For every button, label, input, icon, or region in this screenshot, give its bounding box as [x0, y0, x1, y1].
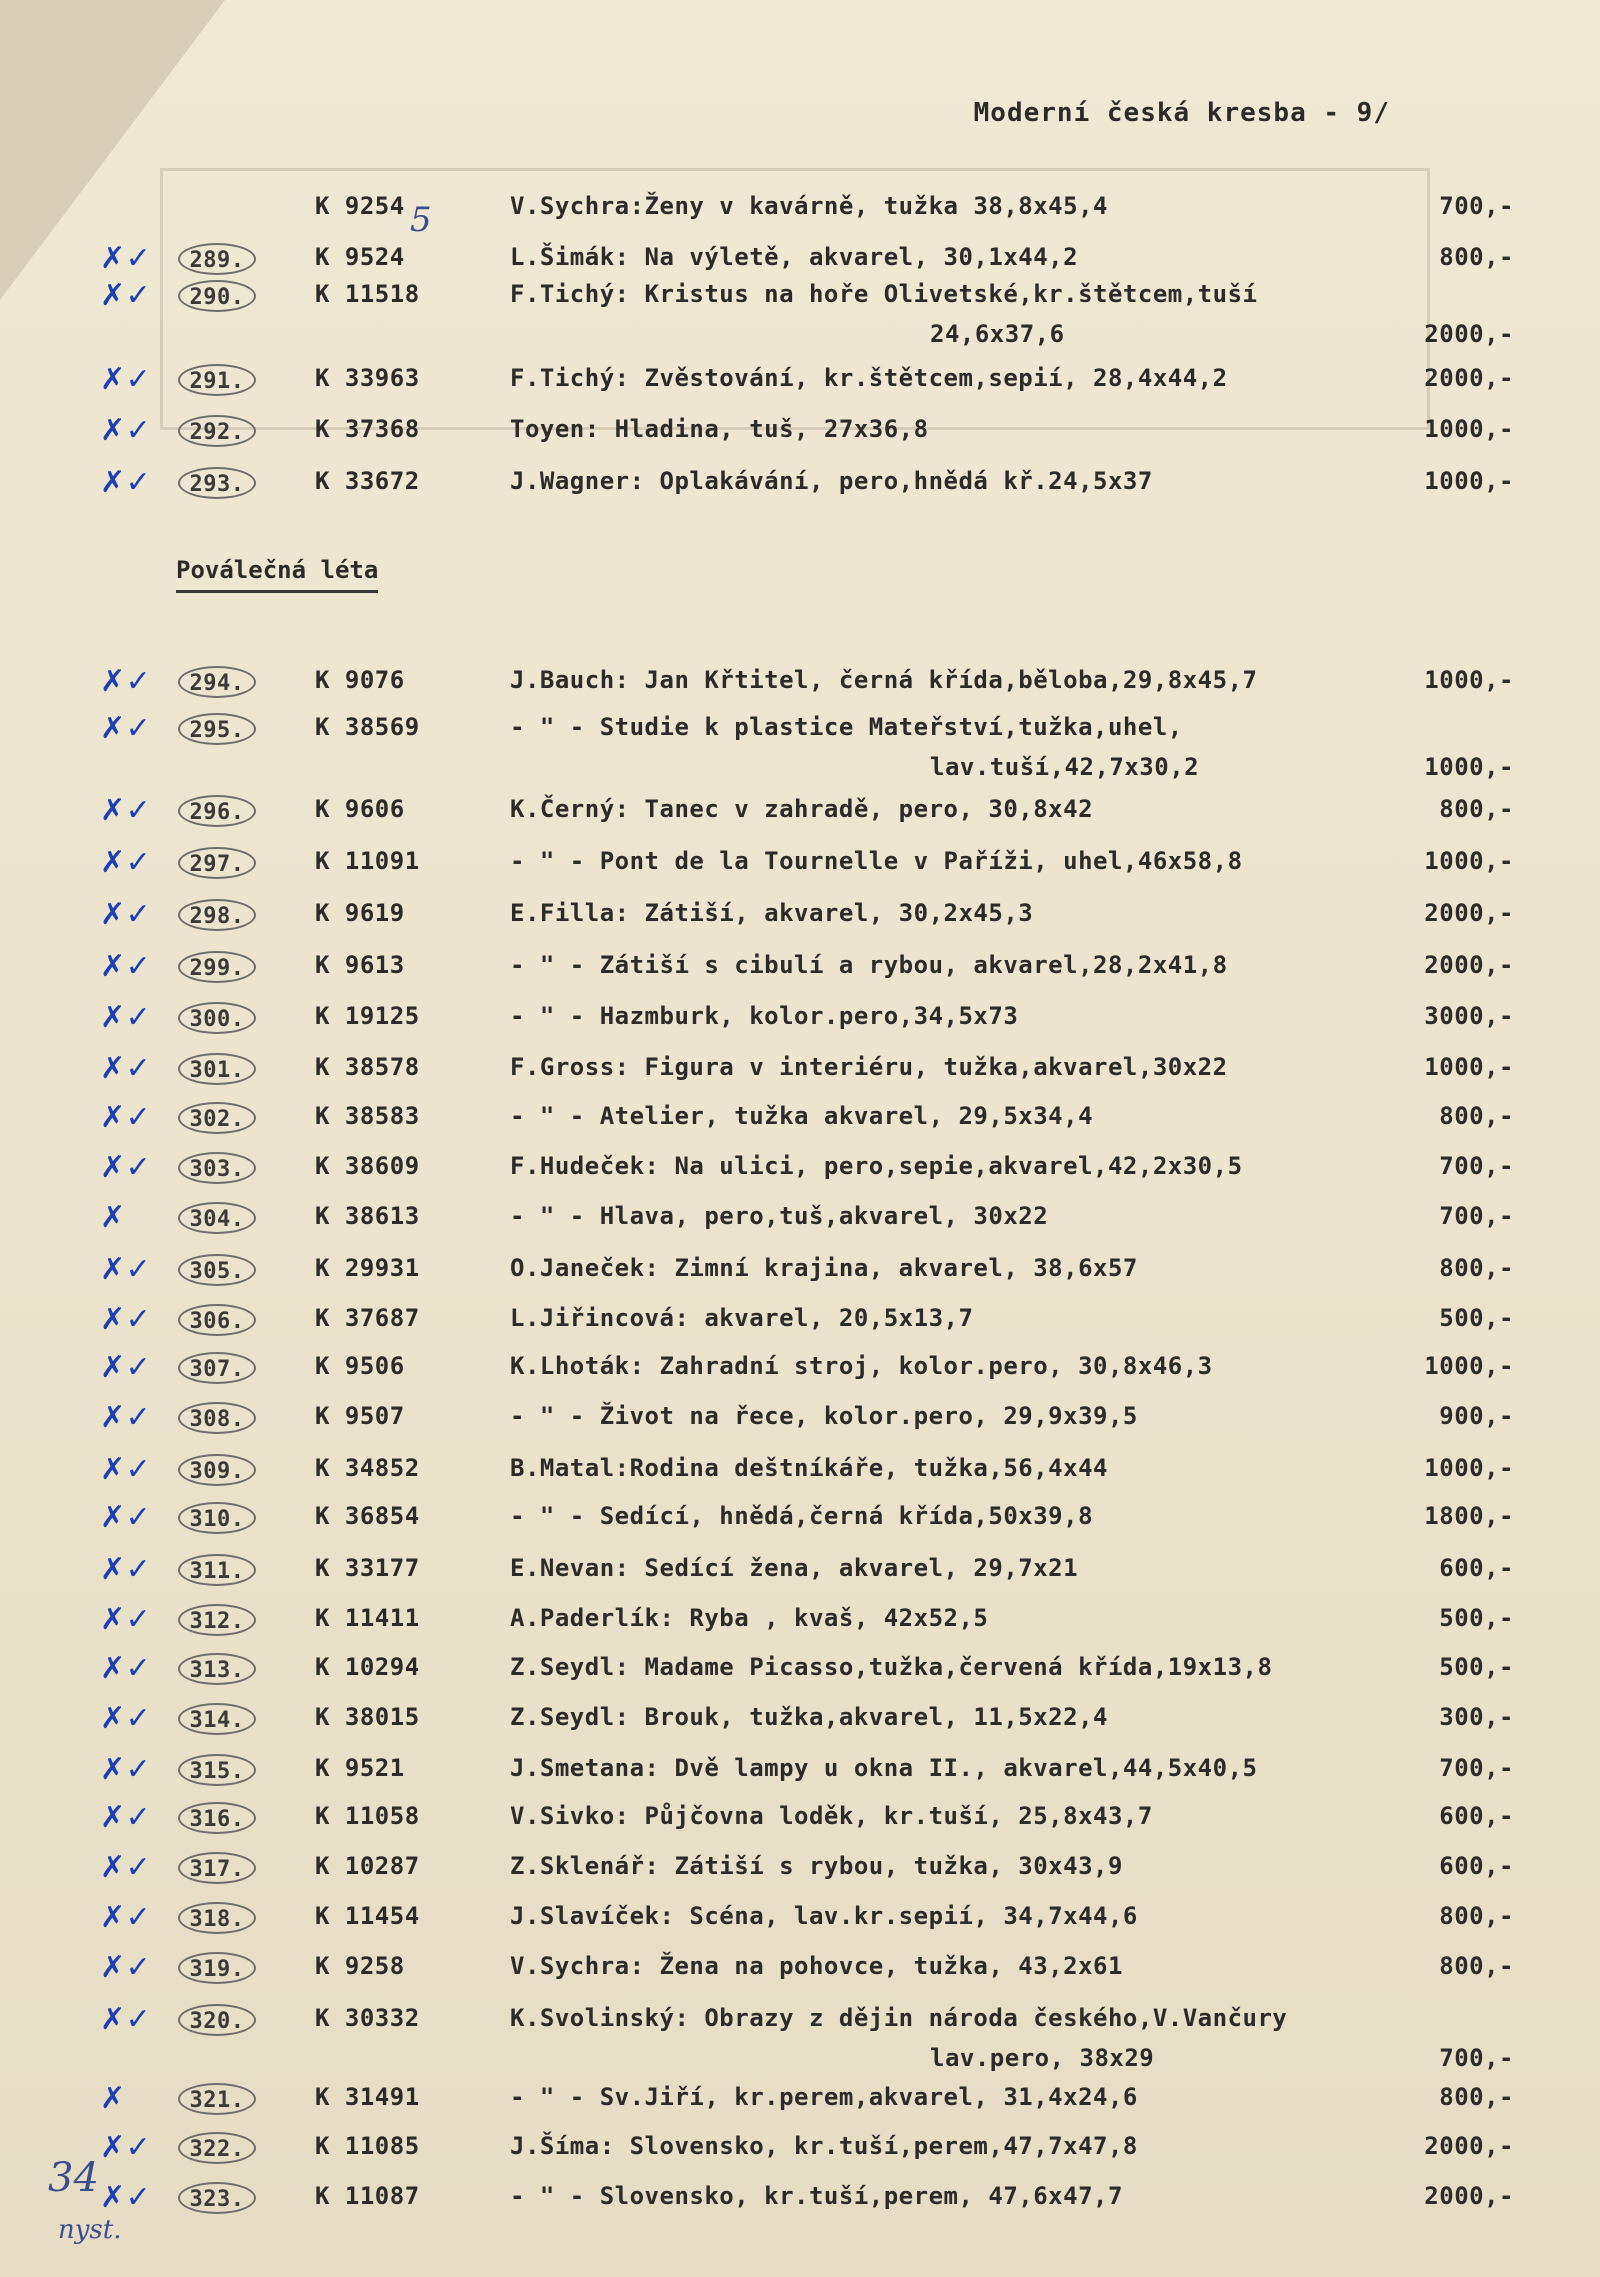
check-marks: [100, 190, 190, 226]
item-price: 1000,-: [1424, 666, 1514, 694]
catalogue-id: K 11454: [315, 1902, 420, 1930]
check-marks: ✗: [100, 2081, 126, 2116]
check-marks: ✗✓: [100, 845, 152, 880]
item-description: L.Jiřincová: akvarel, 20,5x13,7: [510, 1304, 974, 1332]
item-description: - " - Život na řece, kolor.pero, 29,9x39,5: [510, 1402, 1138, 1430]
item-description: F.Gross: Figura v interiéru, tužka,akvarel,30x22: [510, 1053, 1228, 1081]
item-price: 1000,-: [1424, 753, 1514, 781]
check-marks: ✗✓: [100, 1252, 152, 1287]
catalogue-id: K 38578: [315, 1053, 420, 1081]
item-price: 800,-: [1439, 1254, 1514, 1282]
check-marks: ✗✓: [100, 897, 152, 932]
item-number: 323.: [178, 2182, 256, 2214]
item-number: 309.: [178, 1454, 256, 1486]
item-description: J.Slavíček: Scéna, lav.kr.sepií, 34,7x44,6: [510, 1902, 1138, 1930]
list-item: [0, 2130, 1600, 2166]
check-marks: ✗✓: [100, 793, 152, 828]
item-description: - " - Studie k plastice Mateřství,tužka,uhel,: [510, 713, 1183, 741]
item-description: - " - Zátiší s cibulí a rybou, akvarel,28,2x41,8: [510, 951, 1228, 979]
item-price: 900,-: [1439, 1402, 1514, 1430]
item-price: 2000,-: [1424, 320, 1514, 348]
item-price: 1000,-: [1424, 1352, 1514, 1380]
check-marks: ✗✓: [100, 278, 152, 313]
check-marks: ✗✓: [100, 1051, 152, 1086]
list-item: [0, 1302, 1600, 1338]
item-price: 700,-: [1439, 2044, 1514, 2072]
check-marks: ✗✓: [100, 1602, 152, 1637]
list-item: [0, 897, 1600, 933]
item-description: K.Lhoták: Zahradní stroj, kolor.pero, 30,8x46,3: [510, 1352, 1213, 1380]
item-number: 293.: [178, 467, 256, 499]
item-price: 2000,-: [1424, 2182, 1514, 2210]
item-price: 800,-: [1439, 1102, 1514, 1130]
list-item: [0, 278, 1600, 348]
list-item: [0, 1500, 1600, 1536]
item-number: 291.: [178, 364, 256, 396]
check-marks: ✗: [100, 1200, 126, 1235]
catalogue-id: K 10294: [315, 1653, 420, 1681]
item-description: K.Svolinský: Obrazy z dějin národa českého,V.Vančury: [510, 2004, 1288, 2032]
catalogue-id: K 11091: [315, 847, 420, 875]
item-number: 297.: [178, 847, 256, 879]
check-marks: ✗✓: [100, 413, 152, 448]
catalogue-id: K 38613: [315, 1202, 420, 1230]
item-price: 1800,-: [1424, 1502, 1514, 1530]
item-number: 313.: [178, 1653, 256, 1685]
item-description: F.Hudeček: Na ulici, pero,sepie,akvarel,42,2x30,5: [510, 1152, 1243, 1180]
catalogue-id: K 9076: [315, 666, 405, 694]
item-description: O.Janeček: Zimní krajina, akvarel, 38,6x57: [510, 1254, 1138, 1282]
check-marks: ✗✓: [100, 1752, 152, 1787]
item-price: 1000,-: [1424, 847, 1514, 875]
catalogue-id: K 9613: [315, 951, 405, 979]
list-item: [0, 1552, 1600, 1588]
check-marks: ✗✓: [100, 1850, 152, 1885]
item-price: 2000,-: [1424, 2132, 1514, 2160]
section-title: Poválečná léta: [176, 556, 378, 593]
item-price: 1000,-: [1424, 415, 1514, 443]
item-description: Z.Sklenář: Zátiší s rybou, tužka, 30x43,9: [510, 1852, 1123, 1880]
catalogue-id: K 33963: [315, 364, 420, 392]
list-item: [0, 1850, 1600, 1886]
item-price: 1000,-: [1424, 1454, 1514, 1482]
list-item: [0, 1350, 1600, 1386]
check-marks: ✗✓: [100, 1100, 152, 1135]
catalogue-id: K 11411: [315, 1604, 420, 1632]
check-marks: ✗✓: [100, 1900, 152, 1935]
item-description: Z.Seydl: Madame Picasso,tužka,červená křída,19x13,8: [510, 1653, 1273, 1681]
list-item: [0, 1651, 1600, 1687]
check-marks: ✗✓: [100, 1400, 152, 1435]
item-description: J.Bauch: Jan Křtitel, černá křída,běloba,29,8x45,7: [510, 666, 1258, 694]
check-marks: ✗✓: [100, 1452, 152, 1487]
item-price: 600,-: [1439, 1554, 1514, 1582]
check-marks: ✗✓: [100, 1552, 152, 1587]
item-price: 2000,-: [1424, 899, 1514, 927]
catalogue-id: K 9506: [315, 1352, 405, 1380]
item-price: 800,-: [1439, 2083, 1514, 2111]
list-item: [0, 2180, 1600, 2216]
catalogue-id: K 38583: [315, 1102, 420, 1130]
item-description: - " - Slovensko, kr.tuší,perem, 47,6x47,7: [510, 2182, 1123, 2210]
handwritten-signature: nyst.: [58, 2215, 122, 2245]
catalogue-id: K 31491: [315, 2083, 420, 2111]
catalogue-id: K 29931: [315, 1254, 420, 1282]
check-marks: ✗✓: [100, 664, 152, 699]
item-price: 500,-: [1439, 1604, 1514, 1632]
item-description-continued: lav.pero, 38x29: [930, 2044, 1155, 2072]
item-number: 319.: [178, 1952, 256, 1984]
item-price: 3000,-: [1424, 1002, 1514, 1030]
list-item: [0, 1900, 1600, 1936]
catalogue-id: K 9507: [315, 1402, 405, 1430]
item-number: 316.: [178, 1802, 256, 1834]
list-item: [0, 845, 1600, 881]
list-item: [0, 793, 1600, 829]
list-item: [0, 1051, 1600, 1087]
item-number: 300.: [178, 1002, 256, 1034]
item-description: E.Filla: Zátiší, akvarel, 30,2x45,3: [510, 899, 1034, 927]
item-description: - " - Atelier, tužka akvarel, 29,5x34,4: [510, 1102, 1094, 1130]
check-marks: ✗✓: [100, 1150, 152, 1185]
item-number: 306.: [178, 1304, 256, 1336]
item-number: 292.: [178, 415, 256, 447]
item-description: Toyen: Hladina, tuš, 27x36,8: [510, 415, 929, 443]
item-number: 312.: [178, 1604, 256, 1636]
list-item: [0, 241, 1600, 277]
item-number: 301.: [178, 1053, 256, 1085]
list-item: [0, 190, 1600, 226]
check-marks: ✗✓: [100, 711, 152, 746]
catalogue-id: K 11085: [315, 2132, 420, 2160]
item-price: 700,-: [1439, 1754, 1514, 1782]
item-description-continued: lav.tuší,42,7x30,2: [930, 753, 1200, 781]
item-description: - " - Sedící, hnědá,černá křída,50x39,8: [510, 1502, 1094, 1530]
item-number: 315.: [178, 1754, 256, 1786]
item-number: 303.: [178, 1152, 256, 1184]
item-price: 800,-: [1439, 1902, 1514, 1930]
catalogue-id: K 9619: [315, 899, 405, 927]
item-number: 290.: [178, 280, 256, 312]
list-item: [0, 1252, 1600, 1288]
list-item: [0, 2002, 1600, 2072]
catalogue-id: K 19125: [315, 1002, 420, 1030]
item-price: 2000,-: [1424, 364, 1514, 392]
check-marks: ✗✓: [100, 1950, 152, 1985]
list-item: [0, 2081, 1600, 2117]
item-price: 800,-: [1439, 243, 1514, 271]
item-description: V.Sychra: Žena na pohovce, tužka, 43,2x61: [510, 1952, 1123, 1980]
item-description: K.Černý: Tanec v zahradě, pero, 30,8x42: [510, 795, 1094, 823]
item-number: 305.: [178, 1254, 256, 1286]
check-marks: ✗✓: [100, 1350, 152, 1385]
list-item: [0, 362, 1600, 398]
item-price: 800,-: [1439, 1952, 1514, 1980]
item-number: 295.: [178, 713, 256, 745]
item-description: J.Šíma: Slovensko, kr.tuší,perem,47,7x47,8: [510, 2132, 1138, 2160]
check-marks: ✗✓: [100, 241, 152, 276]
catalogue-id: K 37687: [315, 1304, 420, 1332]
item-description: J.Smetana: Dvě lampy u okna II., akvarel,44,5x40,5: [510, 1754, 1258, 1782]
catalogue-id: K 30332: [315, 2004, 420, 2032]
item-number: 299.: [178, 951, 256, 983]
item-description: V.Sivko: Půjčovna loděk, kr.tuší, 25,8x43,7: [510, 1802, 1153, 1830]
list-item: [0, 1752, 1600, 1788]
check-marks: ✗✓: [100, 1500, 152, 1535]
list-item: [0, 1150, 1600, 1186]
list-item: [0, 1701, 1600, 1737]
catalogue-id: K 9606: [315, 795, 405, 823]
item-description: Z.Seydl: Brouk, tužka,akvarel, 11,5x22,4: [510, 1703, 1108, 1731]
item-number: 322.: [178, 2132, 256, 2164]
list-item: [0, 711, 1600, 781]
list-item: [0, 949, 1600, 985]
item-description: F.Tichý: Kristus na hoře Olivetské,kr.štětcem,tuší: [510, 280, 1258, 308]
item-price: 700,-: [1439, 1202, 1514, 1230]
check-marks: ✗✓: [100, 1302, 152, 1337]
item-number: 296.: [178, 795, 256, 827]
list-item: [0, 1800, 1600, 1836]
catalogue-id: K 11087: [315, 2182, 420, 2210]
item-price: 600,-: [1439, 1852, 1514, 1880]
catalogue-id: K 9258: [315, 1952, 405, 1980]
item-number: 320.: [178, 2004, 256, 2036]
list-item: [0, 664, 1600, 700]
item-price: 1000,-: [1424, 1053, 1514, 1081]
handwritten-total: 34: [48, 2155, 99, 2201]
catalogue-id: K 9521: [315, 1754, 405, 1782]
item-price: 2000,-: [1424, 951, 1514, 979]
list-item: [0, 1200, 1600, 1236]
item-price: 300,-: [1439, 1703, 1514, 1731]
catalogue-id: K 37368: [315, 415, 420, 443]
list-item: [0, 1452, 1600, 1488]
item-number: 317.: [178, 1852, 256, 1884]
catalogue-id: K 36854: [315, 1502, 420, 1530]
list-item: [0, 1950, 1600, 1986]
catalogue-id: K 11518: [315, 280, 420, 308]
list-item: [0, 1000, 1600, 1036]
list-item: [0, 1602, 1600, 1638]
catalogue-id: K 34852: [315, 1454, 420, 1482]
item-price: 1000,-: [1424, 467, 1514, 495]
item-description: - " - Hlava, pero,tuš,akvarel, 30x22: [510, 1202, 1049, 1230]
item-description: L.Šimák: Na výletě, akvarel, 30,1x44,2: [510, 243, 1079, 271]
item-price: 700,-: [1439, 192, 1514, 220]
catalogue-id: K 38569: [315, 713, 420, 741]
item-price: 600,-: [1439, 1802, 1514, 1830]
item-price: 500,-: [1439, 1304, 1514, 1332]
check-marks: ✗✓: [100, 2130, 152, 2165]
list-item: [0, 465, 1600, 501]
item-description: B.Matal:Rodina deštníkáře, tužka,56,4x44: [510, 1454, 1108, 1482]
catalogue-id: K 9524: [315, 243, 405, 271]
catalogue-id: K 38015: [315, 1703, 420, 1731]
item-description: J.Wagner: Oplakávání, pero,hnědá kř.24,5x37: [510, 467, 1153, 495]
catalogue-id: K 10287: [315, 1852, 420, 1880]
check-marks: ✗✓: [100, 1800, 152, 1835]
item-description: F.Tichý: Zvěstování, kr.štětcem,sepií, 28,4x44,2: [510, 364, 1228, 392]
item-description: E.Nevan: Sedící žena, akvarel, 29,7x21: [510, 1554, 1079, 1582]
item-description: A.Paderlík: Ryba , kvaš, 42x52,5: [510, 1604, 989, 1632]
catalogue-id: K 9254: [315, 192, 405, 220]
check-marks: ✗✓: [100, 362, 152, 397]
item-number: 304.: [178, 1202, 256, 1234]
list-item: [0, 413, 1600, 449]
item-number: 298.: [178, 899, 256, 931]
item-number: 321.: [178, 2083, 256, 2115]
item-number: 308.: [178, 1402, 256, 1434]
item-number: 302.: [178, 1102, 256, 1134]
item-number: 311.: [178, 1554, 256, 1586]
item-number: 289.: [178, 243, 256, 275]
catalogue-id: K 33177: [315, 1554, 420, 1582]
check-marks: ✗✓: [100, 2180, 152, 2215]
check-marks: ✗✓: [100, 2002, 152, 2037]
page-title: Moderní česká kresba - 9/: [973, 98, 1390, 128]
item-price: 500,-: [1439, 1653, 1514, 1681]
item-description-continued: 24,6x37,6: [930, 320, 1065, 348]
catalogue-id: K 11058: [315, 1802, 420, 1830]
check-marks: ✗✓: [100, 949, 152, 984]
check-marks: ✗✓: [100, 1651, 152, 1686]
catalogue-id: K 33672: [315, 467, 420, 495]
item-price: 700,-: [1439, 1152, 1514, 1180]
check-marks: ✗✓: [100, 1000, 152, 1035]
list-item: [0, 1100, 1600, 1136]
item-number: 294.: [178, 666, 256, 698]
item-number: 318.: [178, 1902, 256, 1934]
catalogue-id: K 38609: [315, 1152, 420, 1180]
item-price: 800,-: [1439, 795, 1514, 823]
item-description: V.Sychra:Ženy v kavárně, tužka 38,8x45,4: [510, 192, 1108, 220]
list-item: [0, 1400, 1600, 1436]
check-marks: ✗✓: [100, 465, 152, 500]
item-description: - " - Sv.Jiří, kr.perem,akvarel, 31,4x24,6: [510, 2083, 1138, 2111]
item-description: - " - Pont de la Tournelle v Paříži, uhel,46x58,8: [510, 847, 1243, 875]
item-description: - " - Hazmburk, kolor.pero,34,5x73: [510, 1002, 1019, 1030]
item-number: 307.: [178, 1352, 256, 1384]
item-number: 310.: [178, 1502, 256, 1534]
handwritten-corner-number: 5: [410, 200, 432, 240]
item-number: 314.: [178, 1703, 256, 1735]
check-marks: ✗✓: [100, 1701, 152, 1736]
